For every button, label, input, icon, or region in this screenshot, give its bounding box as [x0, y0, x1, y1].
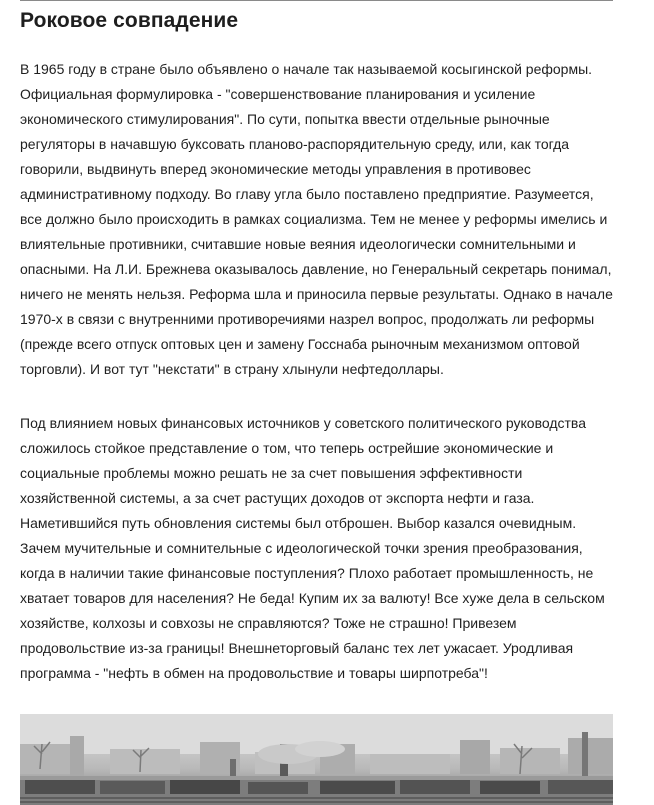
paragraph-line: ничего не менять нельзя. Реформа шла и приносила первые результаты. Однако в начале: [20, 286, 613, 302]
paragraph-line: экономического стимулирования". По сути, попытка ввести отдельные рыночные: [20, 111, 550, 127]
paragraph-line: Зачем мучительные и сомнительные с идеологической точки зрения преобразования,: [20, 540, 583, 556]
paragraph-line: Наметившийся путь обновления системы был отброшен. Выбор казался очевидным.: [20, 515, 577, 531]
paragraph-line: хватает товаров для населения? Не беда! Купим их за валюту! Все хуже дела в сельском: [20, 590, 605, 606]
paragraph-line: Под влиянием новых финансовых источников у советского политического руководства: [20, 415, 587, 431]
paragraph-line: влиятельные противники, считавшие новые веяния идеологически сомнительными и: [20, 236, 576, 252]
paragraph-line: В 1965 году в стране было объявлено о начале так называемой косыгинской реформы.: [20, 61, 593, 77]
paragraph-line: хозяйственной системы, а за счет растущих доходов от экспорта нефти и газа.: [20, 490, 535, 506]
paragraph-line: говорили, выдвинуть вперед экономические методы управления в противовес: [20, 161, 531, 177]
paragraph-line: опасными. На Л.И. Брежнева оказывалось давление, но Генеральный секретарь понимал,: [20, 261, 612, 277]
paragraph-line: 1970-х в связи с внутренними противоречиями назрел вопрос, продолжать ли реформы: [20, 311, 595, 327]
paragraph-line: регуляторы в начавшую буксовать планово-распорядительную среду, или, как тогда: [20, 136, 570, 152]
paragraph-line: торговли). И вот тут "некстати" в страну хлынули нефтедоллары.: [20, 361, 444, 377]
paragraph-line: сложилось стойкое представление о том, что теперь острейшие экономические и: [20, 440, 554, 456]
paragraph-line: все должно было происходить в рамках социализма. Тем не менее у реформы имелись и: [20, 211, 608, 227]
paragraph-line: административному подходу. Во главу угла было поставлено предприятие. Разумеется,: [20, 186, 594, 202]
paragraph-line: хозяйстве, колхозы и совхозы не справляются? Тоже не страшно! Привезем: [20, 615, 517, 631]
section-heading: Роковое совпадение: [20, 9, 239, 32]
top-divider: [20, 0, 613, 1]
paragraph-line: когда в наличии такие финансовые поступления? Плохо работает промышленность, не: [20, 565, 594, 581]
article-photo: [20, 714, 613, 805]
paragraph-line: Официальная формулировка - "совершенствование планирования и усиление: [20, 86, 536, 102]
paragraph-1: [20, 57, 620, 382]
paragraph-line: социальные проблемы можно решать не за счет повышения эффективности: [20, 465, 523, 481]
paragraph-line: (прежде всего отпуск оптовых цен и замену Госснаба рыночным механизмом оптовой: [20, 336, 580, 352]
paragraph-2: [20, 411, 620, 686]
paragraph-line: продовольствие из-за границы! Внешнеторговый баланс тех лет ужасает. Уродливая: [20, 640, 574, 656]
paragraph-line: программа - "нефть в обмен на продовольствие и товары ширпотреба"!: [20, 665, 488, 681]
photo-industrial-scene: [20, 714, 613, 805]
